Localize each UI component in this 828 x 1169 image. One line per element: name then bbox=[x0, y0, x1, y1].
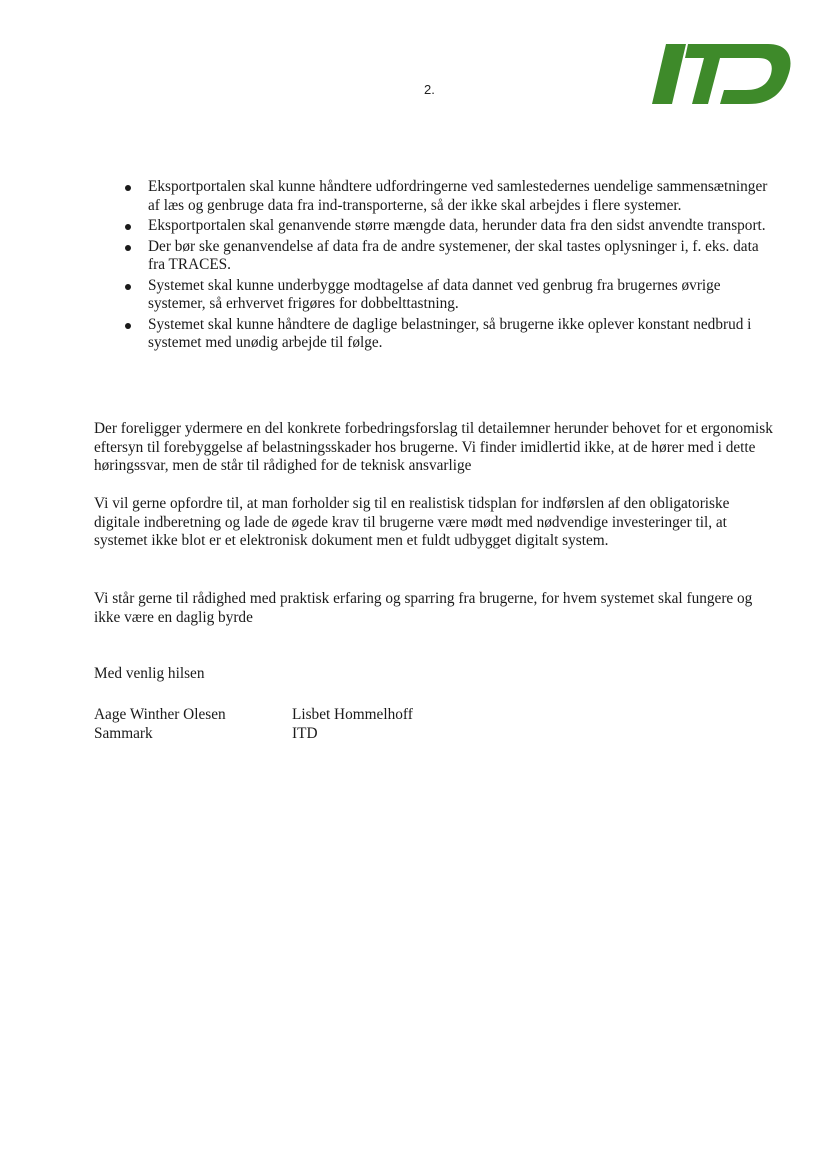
signature-block-2 bbox=[292, 705, 413, 743]
list-item-text: Der bør ske genanvendelse af data fra de andre systemener, der skal tastes oplysninger i, f. eks. data fra TRACES. bbox=[148, 237, 759, 273]
page-number: 2. bbox=[424, 82, 435, 97]
signature-block-1 bbox=[94, 705, 226, 743]
list-item bbox=[110, 178, 770, 215]
list-item-text: Systemet skal kunne håndtere de daglige belastninger, så brugerne ikke oplever konstant nedbrud i systemet med unødig arbejde til følge. bbox=[148, 315, 752, 351]
signatory-organization: ITD bbox=[292, 725, 318, 742]
list-item bbox=[110, 238, 770, 275]
list-item-text: Eksportportalen skal kunne håndtere udfordringerne ved samlestedernes uendelige sammensætninger af læs og genbruge data fra ind-transporterne, så der ikke skal arbejdes i flere systemer. bbox=[148, 178, 768, 214]
paragraph-improvements: Der foreligger ydermere en del konkrete forbedringsforslag til detailemner herunder behovet for et ergonomisk eftersyn til forebyggelse af belastningsskader hos brugerne. Vi finder imidlertid ikke, at de hører med i dette høringssvar, men de står til rådighed for de teknisk ansvarlige bbox=[94, 420, 773, 474]
bullet-icon bbox=[125, 224, 131, 230]
paragraph-availability: Vi står gerne til rådighed med praktisk erfaring og sparring fra brugerne, for hvem systemet skal fungere og ikke være en daglig byrde bbox=[94, 590, 753, 626]
closing-salutation: Med venlig hilsen bbox=[94, 665, 205, 682]
signatory-organization: Sammark bbox=[94, 725, 153, 742]
list-item-text: Eksportportalen skal genanvende større mængde data, herunder data fra den sidst anvendte transport. bbox=[148, 217, 766, 234]
list-item bbox=[110, 217, 770, 236]
bullet-icon bbox=[125, 284, 131, 290]
bullet-icon bbox=[125, 323, 131, 329]
list-item bbox=[110, 277, 770, 314]
list-item-text: Systemet skal kunne underbygge modtagelse af data dannet ved genbrug fra brugernes øvrige systemer, så erhvervet frigøres for dobbelttastning. bbox=[148, 276, 721, 312]
bullet-icon bbox=[125, 185, 131, 191]
paragraph-timeline: Vi vil gerne opfordre til, at man forholder sig til en realistisk tidsplan for indførslen af den obligatoriske digitale indberetning og lade de øgede krav til brugerne være mødt med nødvendige investeringer til, at systemet ikke blot er et elektronisk dokument men et fuldt udbygget digitalt system. bbox=[94, 495, 730, 549]
signatory-name: Aage Winther Olesen bbox=[94, 706, 226, 723]
itd-logo bbox=[652, 38, 794, 108]
bullet-icon bbox=[125, 245, 131, 251]
signatory-name: Lisbet Hommelhoff bbox=[292, 706, 413, 723]
list-item bbox=[110, 316, 770, 353]
requirements-list bbox=[110, 178, 770, 355]
